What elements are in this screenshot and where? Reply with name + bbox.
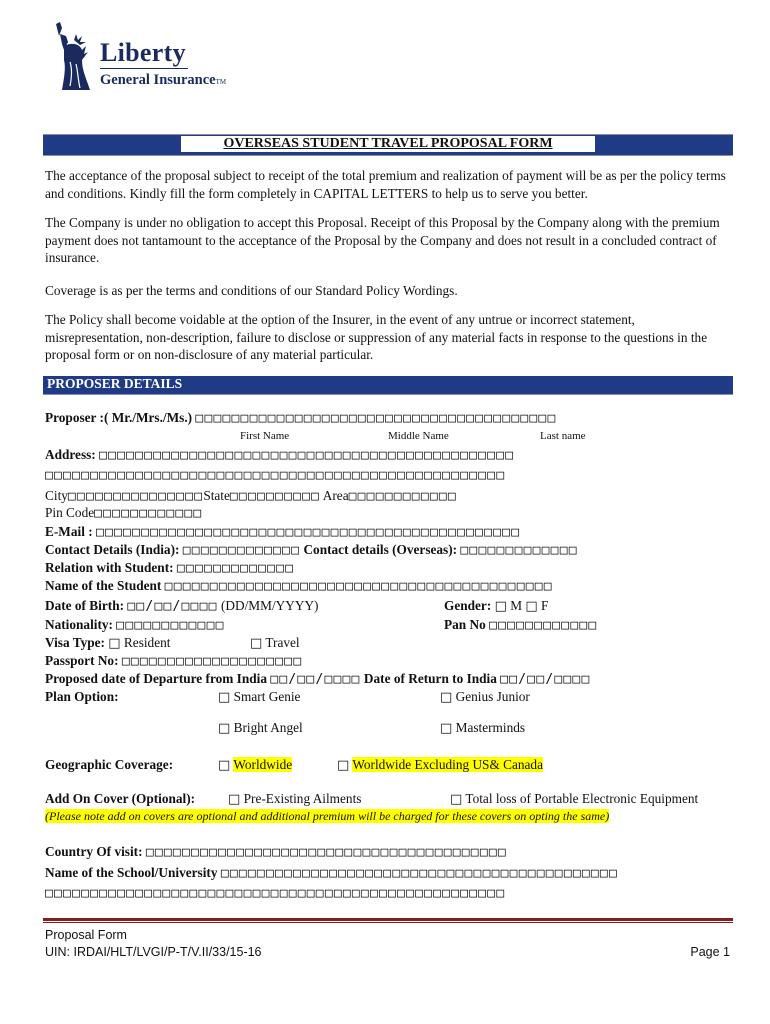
passport-row: [45, 653, 302, 669]
plan-genius-junior-option: [440, 689, 530, 705]
geo-coverage-row: [45, 757, 173, 773]
relation-row: [45, 560, 294, 576]
addon-label: Add On Cover (Optional):: [45, 791, 196, 806]
gender-label: Gender:: [444, 598, 492, 613]
relation-boxes[interactable]: □□□□□□□□□□□□□: [176, 561, 295, 576]
return-label: Date of Return to India: [363, 671, 497, 686]
footer-page-number: Page 1: [690, 945, 730, 959]
plan-option-row: [45, 689, 119, 705]
visa-travel-option: [250, 635, 300, 651]
footer-form-name: Proposal Form: [45, 928, 127, 942]
plan-genius-junior-checkbox[interactable]: □: [440, 690, 453, 705]
student-name-label: Name of the Student: [45, 578, 162, 593]
pin-code-boxes[interactable]: □□□□□□□□□□□□: [94, 506, 203, 521]
middle-name-caption: Middle Name: [388, 430, 449, 442]
return-date-boxes[interactable]: □□/□□/□□□□: [500, 672, 591, 687]
addon-pre-existing-checkbox[interactable]: □: [228, 792, 241, 807]
nationality-label: Nationality:: [45, 617, 113, 632]
nationality-row: [45, 617, 225, 633]
plan-smart-genie-checkbox[interactable]: □: [218, 690, 231, 705]
email-label: E-Mail :: [45, 524, 93, 539]
gender-female-checkbox[interactable]: □: [525, 599, 538, 614]
statue-of-liberty-icon: [42, 20, 98, 92]
gender-row: [444, 598, 548, 614]
city-label: City: [45, 488, 68, 503]
passport-label: Passport No:: [45, 653, 119, 668]
plan-smart-genie-option: [218, 689, 300, 705]
addon-note-text: (Please note add on covers are optional and additional premium will be charged for these covers on opting the same): [45, 809, 610, 823]
proposer-row: [45, 410, 557, 426]
addon-note: [45, 809, 609, 824]
contact-india-boxes[interactable]: □□□□□□□□□□□□□: [182, 543, 301, 558]
first-name-caption: First Name: [240, 430, 290, 442]
contact-row: [45, 542, 578, 558]
geo-worldwide-checkbox[interactable]: □: [218, 758, 231, 773]
footer-uin: UIN: IRDAI/HLT/LVGI/P-T/V.II/33/15-16: [45, 945, 262, 959]
visa-resident-checkbox[interactable]: □: [108, 636, 121, 651]
geo-worldwide-option: [218, 757, 292, 773]
intro-paragraph-4: The Policy shall become voidable at the option of the Insurer, in the event of any untrue or incorrect statement, misrepresentation, non-description, failure to disclose or suppression of any material facts in response to the questions in the proposal form or on non-disclosure of any material particular.: [45, 312, 708, 362]
pan-label: Pan No: [444, 617, 486, 632]
relation-label: Relation with Student:: [45, 560, 174, 575]
addon-electronic-option: [450, 791, 698, 807]
school-label: Name of the School/University: [45, 865, 218, 880]
logo-rule: [100, 68, 188, 69]
contact-overseas-boxes[interactable]: □□□□□□□□□□□□□: [460, 543, 578, 558]
section-header-bar: [43, 376, 733, 395]
pin-code-label: Pin Code: [45, 505, 95, 520]
plan-smart-genie-label: Smart Genie: [233, 689, 301, 704]
intro-paragraph-1: The acceptance of the proposal subject to receipt of the total premium and realization of payment will be as per the policy terms and conditions. Kindly fill the form completely in CAPITAL LETTERS to help us to serve you better.: [45, 168, 726, 201]
footer-divider-thin: [43, 922, 733, 923]
address-row: [45, 447, 514, 463]
plan-bright-angel-label: Bright Angel: [233, 720, 303, 735]
country-boxes[interactable]: □□□□□□□□□□□□□□□□□□□□□□□□□□□□□□□□□□□□□□□□: [145, 845, 507, 860]
state-boxes[interactable]: □□□□□□□□□□: [229, 489, 321, 504]
contact-overseas-label: Contact details (Overseas):: [303, 542, 458, 557]
departure-date-boxes[interactable]: □□/□□/□□□□: [270, 672, 361, 687]
area-label: Area: [322, 488, 349, 503]
gender-female-label: F: [541, 598, 549, 613]
plan-option-label: Plan Option:: [45, 689, 119, 704]
address-label: Address:: [45, 447, 96, 462]
departure-label: Proposed date of Departure from India: [45, 671, 267, 686]
addon-pre-existing-label: Pre-Existing Ailments: [243, 791, 362, 806]
proposer-name-boxes[interactable]: □□□□□□□□□□□□□□□□□□□□□□□□□□□□□□□□□□□□□□□□: [195, 411, 557, 426]
logo-name: Liberty: [100, 38, 186, 67]
proposer-label: Proposer :( Mr./Mrs./Ms.): [45, 410, 193, 425]
geo-excluding-us-checkbox[interactable]: □: [337, 758, 350, 773]
geo-excluding-us-option: [337, 757, 543, 773]
pan-boxes[interactable]: □□□□□□□□□□□□: [489, 618, 598, 633]
visa-travel-checkbox[interactable]: □: [250, 636, 263, 651]
country-label: Country Of visit:: [45, 844, 143, 859]
addon-pre-existing-option: [228, 791, 361, 807]
address-boxes-line-2[interactable]: □□□□□□□□□□□□□□□□□□□□□□□□□□□□□□□□□□□□□□□□□□□□□□□□□□□: [45, 468, 506, 483]
logo-subtitle: General InsuranceTM: [100, 72, 227, 88]
geo-coverage-label: Geographic Coverage:: [45, 757, 174, 772]
geo-excluding-us-label: Worldwide Excluding US& Canada: [352, 757, 543, 772]
visa-label: Visa Type:: [45, 635, 105, 650]
contact-india-label: Contact Details (India):: [45, 542, 180, 557]
email-boxes[interactable]: □□□□□□□□□□□□□□□□□□□□□□□□□□□□□□□□□□□□□□□□□□□□□□□: [95, 525, 521, 540]
dob-format-label: (DD/MM/YYYY): [220, 598, 319, 613]
city-state-area-row: [45, 488, 457, 504]
plan-masterminds-label: Masterminds: [455, 720, 526, 735]
plan-genius-junior-label: Genius Junior: [455, 689, 530, 704]
pin-code-row: [45, 505, 202, 521]
form-title-bar: [43, 134, 733, 156]
plan-bright-angel-option: [218, 720, 303, 736]
student-name-row: [45, 578, 553, 594]
city-boxes[interactable]: □□□□□□□□□□□□□□□: [67, 489, 204, 504]
visa-resident-label: Resident: [123, 635, 171, 650]
travel-dates-row: [45, 671, 591, 687]
gender-male-label: M: [510, 598, 523, 613]
school-boxes-line-2[interactable]: □□□□□□□□□□□□□□□□□□□□□□□□□□□□□□□□□□□□□□□□□□□□□□□□□□□: [45, 886, 506, 901]
form-title: OVERSEAS STUDENT TRAVEL PROPOSAL FORM: [181, 136, 595, 152]
company-logo: [42, 20, 242, 92]
intro-paragraph-3: Coverage is as per the terms and conditions of our Standard Policy Wordings.: [45, 283, 458, 298]
section-title: PROPOSER DETAILS: [47, 376, 183, 391]
email-row: [45, 524, 520, 540]
dob-label: Date of Birth:: [45, 598, 125, 613]
visa-travel-label: Travel: [265, 635, 300, 650]
addon-electronic-checkbox[interactable]: □: [450, 792, 463, 807]
school-row-2: [45, 885, 505, 901]
geo-worldwide-label: Worldwide: [233, 757, 293, 772]
plan-masterminds-checkbox[interactable]: □: [440, 721, 453, 736]
address-row-2: [45, 467, 505, 483]
state-label: State: [203, 488, 230, 503]
dob-boxes[interactable]: □□/□□/□□□□: [127, 599, 218, 614]
dob-row: [45, 598, 318, 614]
addon-electronic-label: Total loss of Portable Electronic Equipment: [465, 791, 699, 806]
area-boxes[interactable]: □□□□□□□□□□□□: [348, 489, 457, 504]
intro-paragraph-2: The Company is under no obligation to accept this Proposal. Receipt of this Proposal by the Company along with the premium payment does not tantamount to the acceptance of the Proposal by the Company and does not result in a concluded contract of insurance.: [45, 215, 720, 265]
country-row: [45, 844, 507, 860]
last-name-caption: Last name: [540, 430, 586, 442]
visa-row: [45, 635, 170, 651]
pan-row: [444, 617, 597, 633]
nationality-boxes[interactable]: □□□□□□□□□□□□: [116, 618, 225, 633]
plan-bright-angel-checkbox[interactable]: □: [218, 721, 231, 736]
student-name-boxes[interactable]: □□□□□□□□□□□□□□□□□□□□□□□□□□□□□□□□□□□□□□□□□□□: [164, 579, 553, 594]
plan-masterminds-option: [440, 720, 525, 736]
school-boxes-line-1[interactable]: □□□□□□□□□□□□□□□□□□□□□□□□□□□□□□□□□□□□□□□□□□□□: [220, 866, 618, 881]
school-row: [45, 865, 618, 881]
address-boxes-line-1[interactable]: □□□□□□□□□□□□□□□□□□□□□□□□□□□□□□□□□□□□□□□□□□□□□□: [99, 448, 515, 463]
gender-male-checkbox[interactable]: □: [494, 599, 507, 614]
footer-divider-thick: [43, 918, 733, 921]
addon-row: [45, 791, 195, 807]
passport-boxes[interactable]: □□□□□□□□□□□□□□□□□□□□: [121, 654, 303, 669]
